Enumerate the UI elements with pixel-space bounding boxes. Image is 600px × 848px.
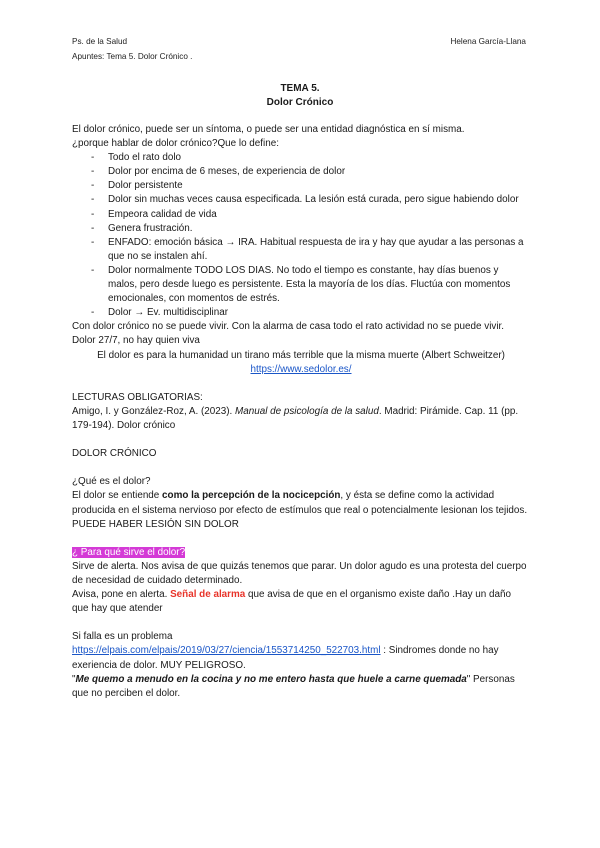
que-es-definition: El dolor se entiende como la percepción de la nocicepción, y ésta se define como la actividad producida en el sistema nervioso por efecto de estímulos que real o potencialmente lesionan los tejidos. (72, 490, 528, 516)
book-title: Manual de psicología de la salud (235, 405, 379, 417)
section-title: DOLOR CRÓNICO (72, 448, 157, 460)
header-author: Helena García-Llana (450, 37, 526, 46)
nocicepcion-emphasis: como la percepción de la nocicepción (162, 490, 341, 502)
list-item: - Dolor sin muchas veces causa especificada. La lesión está curada, pero sigue habiendo dolor (72, 193, 530, 207)
lecturas-heading: LECTURAS OBLIGATORIAS: (72, 391, 203, 403)
schweitzer-quote: El dolor es para la humanidad un tirano más terrible que la misma muerte (Albert Schweitzer) (97, 349, 505, 361)
que-es-question: ¿Qué es el dolor? (72, 476, 151, 488)
doc-title-topic: TEMA 5. (280, 83, 320, 94)
list-item: - Genera frustración. (72, 222, 530, 236)
si-falla-paragraph: https://elpais.com/elpais/2019/03/27/ciencia/1553714250_522703.html : Sindromes donde no hay exeriencia de dolor. MUY PELIGROSO. (72, 645, 499, 671)
list-item: - Dolor por encima de 6 meses, de experiencia de dolor (72, 165, 530, 179)
intro-line-1: El dolor crónico, puede ser un síntoma, o puede ser una entidad diagnóstica en sí misma. (72, 124, 465, 135)
lecturas-reference: Amigo, I. y González-Roz, A. (2023). Manual de psicología de la salud. Madrid: Pirámide. Cap. 11 (pp. 179-194). Dolor crónico (72, 405, 519, 431)
para-que-question: ¿ Para qué sirve el dolor? (72, 546, 186, 558)
list-item: - Dolor normalmente TODO LOS DIAS. No todo el tiempo es constante, hay días buenos y malos, pero desde luego es persistente. Esta la mayoría de los días. Fluctúa con momentos emocionales, con momentos de estrés. (72, 264, 530, 306)
sedolor-link[interactable]: https://www.sedolor.es/ (250, 363, 352, 375)
intro-line-2: ¿porque hablar de dolor crónico?Que lo define: (72, 138, 279, 150)
definition-list (72, 151, 530, 320)
alerta-paragraph: Sirve de alerta. Nos avisa de que quizás tenemos que parar. Un dolor agudo es una protesta del cuerpo de necesidad de cuidado determinado. (72, 560, 527, 586)
doc-title-subject: Dolor Crónico (266, 97, 334, 108)
avisa-paragraph: Avisa, pone en alerta. Señal de alarma que avisa de que en el organismo existe daño .Hay un daño que hay que atender (72, 589, 512, 615)
lesion-note: PUEDE HABER LESIÓN SIN DOLOR (72, 518, 239, 530)
senal-alarma-emphasis: Señal de alarma (170, 589, 246, 601)
list-item: - Dolor → Ev. multidisciplinar (72, 306, 530, 320)
document-body (72, 123, 530, 701)
header-course: Ps. de la Salud (72, 37, 128, 46)
list-item: - Todo el rato dolo (72, 151, 530, 165)
elpais-link[interactable]: https://elpais.com/elpais/2019/03/27/ciencia/1553714250_522703.html (72, 645, 381, 657)
list-item: - ENFADO: emoción básica → IRA. Habitual respuesta de ira y hay que ayudar a las personas a que no se instalen ahí. (72, 236, 530, 264)
header-notes-title: Apuntes: Tema 5. Dolor Crónico . (72, 52, 193, 61)
list-item: - Dolor persistente (72, 179, 530, 193)
no-vivir-paragraph: Con dolor crónico no se puede vivir. Con la alarma de casa todo el rato actividad no se puede vivir. Dolor 27/7, no hay quien viva (72, 321, 505, 347)
quemado-quote: "Me quemo a menudo en la cocina y no me entero hasta que huele a carne quemada" Personas que no perciben el dolor. (72, 673, 515, 699)
quote-emphasis: Me quemo a menudo en la cocina y no me entero hasta que huele a carne quemada (75, 673, 467, 685)
si-falla-heading: Si falla es un problema (72, 631, 173, 643)
list-item: - Empeora calidad de vida (72, 208, 530, 222)
